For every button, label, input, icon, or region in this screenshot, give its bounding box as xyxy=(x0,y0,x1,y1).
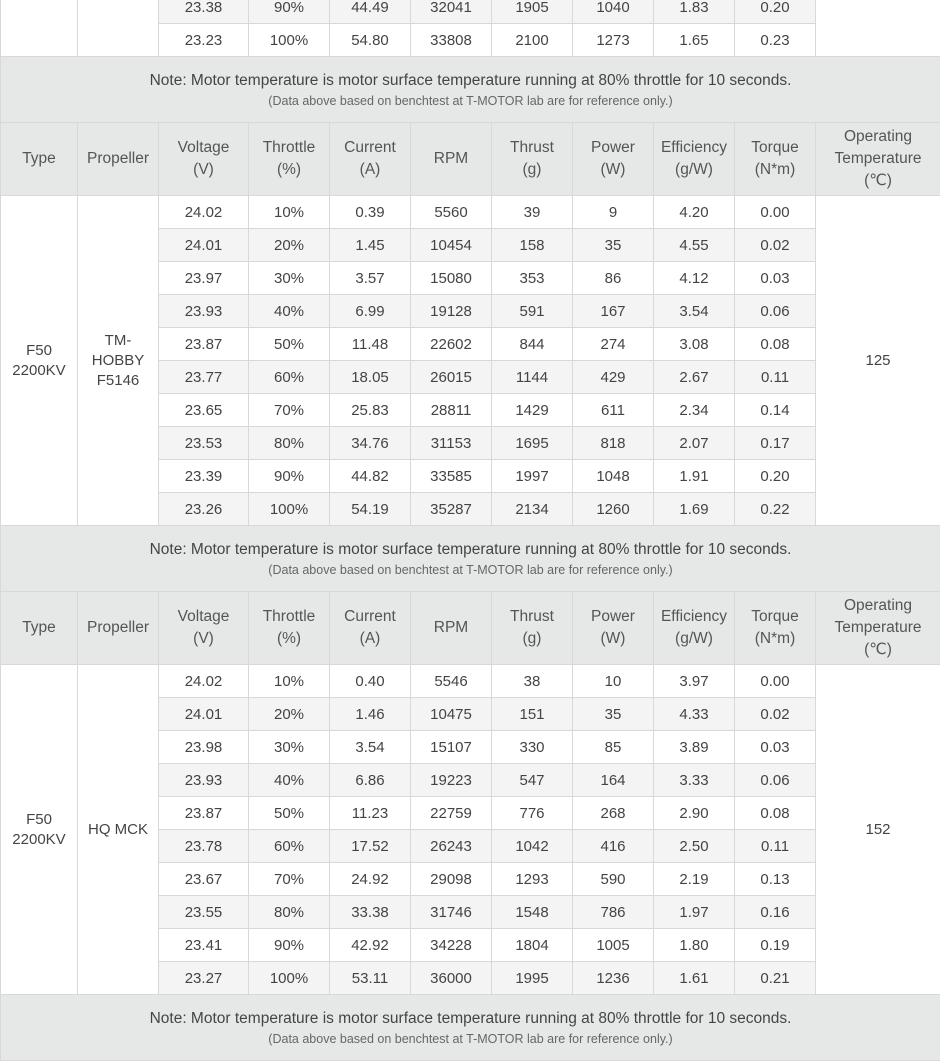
voltage-cell: 23.39 xyxy=(159,460,249,493)
voltage-cell: 23.23 xyxy=(159,24,249,57)
voltage-cell: 23.93 xyxy=(159,764,249,797)
text-line: Throttle xyxy=(249,137,329,159)
type-cell xyxy=(1,665,78,995)
power-cell: 429 xyxy=(573,361,654,394)
rpm-cell: 26243 xyxy=(411,830,492,863)
voltage-cell: 23.97 xyxy=(159,262,249,295)
header-power xyxy=(573,592,654,665)
throttle-cell: 70% xyxy=(249,863,330,896)
propeller-cell xyxy=(78,196,159,526)
text-line: RPM xyxy=(411,617,491,639)
torque-cell: 0.21 xyxy=(735,962,816,995)
efficiency-cell: 4.55 xyxy=(654,229,735,262)
rpm-cell: 33808 xyxy=(411,24,492,57)
text-line: (g) xyxy=(492,628,572,650)
torque-cell: 0.03 xyxy=(735,731,816,764)
current-cell: 6.99 xyxy=(330,295,411,328)
current-cell: 6.86 xyxy=(330,764,411,797)
voltage-cell: 23.98 xyxy=(159,731,249,764)
voltage-cell: 24.02 xyxy=(159,196,249,229)
rpm-cell: 5546 xyxy=(411,665,492,698)
thrust-cell: 1144 xyxy=(492,361,573,394)
thrust-cell: 1042 xyxy=(492,830,573,863)
voltage-cell: 24.01 xyxy=(159,229,249,262)
efficiency-cell: 2.07 xyxy=(654,427,735,460)
header-rpm xyxy=(411,592,492,665)
throttle-cell: 80% xyxy=(249,427,330,460)
current-cell: 11.23 xyxy=(330,797,411,830)
text-line: (%) xyxy=(249,628,329,650)
thrust-cell: 38 xyxy=(492,665,573,698)
header-current xyxy=(330,123,411,196)
header-voltage xyxy=(159,123,249,196)
current-cell: 42.92 xyxy=(330,929,411,962)
current-cell: 54.19 xyxy=(330,493,411,526)
efficiency-cell: 1.65 xyxy=(654,24,735,57)
text-line: (V) xyxy=(159,628,248,650)
text-line: (W) xyxy=(573,159,653,181)
header-type xyxy=(1,592,78,665)
note-sub-text: (Data above based on benchtest at T-MOTOR lab are for reference only.) xyxy=(1,561,940,579)
text-line: Operating xyxy=(816,595,940,617)
text-line: (N*m) xyxy=(735,628,815,650)
throttle-cell: 100% xyxy=(249,493,330,526)
text-line: HQ MCK xyxy=(78,820,158,840)
rpm-cell: 19223 xyxy=(411,764,492,797)
thrust-cell: 158 xyxy=(492,229,573,262)
voltage-cell: 23.87 xyxy=(159,797,249,830)
table-row xyxy=(1,196,940,229)
text-line: Torque xyxy=(735,606,815,628)
thrust-cell: 1293 xyxy=(492,863,573,896)
voltage-cell: 23.67 xyxy=(159,863,249,896)
temperature-cell: 152 xyxy=(816,665,940,995)
header-temp xyxy=(816,123,940,196)
header-thrust xyxy=(492,592,573,665)
power-cell: 85 xyxy=(573,731,654,764)
thrust-cell: 547 xyxy=(492,764,573,797)
torque-cell: 0.02 xyxy=(735,229,816,262)
throttle-cell: 90% xyxy=(249,929,330,962)
current-cell: 0.40 xyxy=(330,665,411,698)
thrust-cell: 330 xyxy=(492,731,573,764)
throttle-cell: 10% xyxy=(249,665,330,698)
power-cell: 1040 xyxy=(573,0,654,24)
power-cell: 10 xyxy=(573,665,654,698)
note-sub-text: (Data above based on benchtest at T-MOTOR lab are for reference only.) xyxy=(1,92,940,110)
power-cell: 818 xyxy=(573,427,654,460)
rpm-cell: 22602 xyxy=(411,328,492,361)
torque-cell: 0.06 xyxy=(735,295,816,328)
text-line: Efficiency xyxy=(654,606,734,628)
power-cell: 786 xyxy=(573,896,654,929)
text-line: F50 xyxy=(1,810,77,830)
power-cell: 167 xyxy=(573,295,654,328)
text-line: (%) xyxy=(249,159,329,181)
throttle-cell: 30% xyxy=(249,731,330,764)
current-cell: 33.38 xyxy=(330,896,411,929)
table-header-row xyxy=(1,123,940,196)
table-row xyxy=(1,0,940,24)
text-line: Thrust xyxy=(492,137,572,159)
efficiency-cell: 1.80 xyxy=(654,929,735,962)
voltage-cell: 23.65 xyxy=(159,394,249,427)
rpm-cell: 33585 xyxy=(411,460,492,493)
text-line: Operating xyxy=(816,126,940,148)
header-torque xyxy=(735,123,816,196)
text-line: 2200KV xyxy=(1,361,77,381)
throttle-cell: 40% xyxy=(249,764,330,797)
efficiency-cell: 4.33 xyxy=(654,698,735,731)
header-power xyxy=(573,123,654,196)
current-cell: 3.54 xyxy=(330,731,411,764)
text-line: Type xyxy=(1,617,77,639)
voltage-cell: 23.55 xyxy=(159,896,249,929)
text-line: Power xyxy=(573,606,653,628)
voltage-cell: 24.02 xyxy=(159,665,249,698)
table-header-row xyxy=(1,592,940,665)
power-cell: 35 xyxy=(573,698,654,731)
thrust-cell: 2134 xyxy=(492,493,573,526)
throttle-cell: 90% xyxy=(249,0,330,24)
text-line: (℃) xyxy=(816,639,940,661)
throttle-cell: 40% xyxy=(249,295,330,328)
rpm-cell: 15107 xyxy=(411,731,492,764)
rpm-cell: 19128 xyxy=(411,295,492,328)
voltage-cell: 23.77 xyxy=(159,361,249,394)
efficiency-cell: 1.83 xyxy=(654,0,735,24)
throttle-cell: 100% xyxy=(249,24,330,57)
rpm-cell: 31746 xyxy=(411,896,492,929)
torque-cell: 0.20 xyxy=(735,460,816,493)
note-main-text: Note: Motor temperature is motor surface temperature running at 80% throttle for 10 seconds. xyxy=(1,1008,940,1030)
thrust-cell: 1997 xyxy=(492,460,573,493)
thrust-cell: 1548 xyxy=(492,896,573,929)
efficiency-cell: 2.34 xyxy=(654,394,735,427)
efficiency-cell: 1.91 xyxy=(654,460,735,493)
rpm-cell: 10454 xyxy=(411,229,492,262)
voltage-cell: 23.27 xyxy=(159,962,249,995)
current-cell: 3.57 xyxy=(330,262,411,295)
throttle-cell: 50% xyxy=(249,328,330,361)
text-line: Power xyxy=(573,137,653,159)
efficiency-cell: 3.89 xyxy=(654,731,735,764)
torque-cell: 0.00 xyxy=(735,196,816,229)
propeller-cell xyxy=(78,665,159,995)
text-line: (N*m) xyxy=(735,159,815,181)
power-cell: 1273 xyxy=(573,24,654,57)
header-propeller xyxy=(78,123,159,196)
thrust-cell: 1429 xyxy=(492,394,573,427)
propeller-cell xyxy=(78,0,159,57)
header-efficiency xyxy=(654,123,735,196)
rpm-cell: 26015 xyxy=(411,361,492,394)
throttle-cell: 30% xyxy=(249,262,330,295)
torque-cell: 0.11 xyxy=(735,830,816,863)
power-cell: 9 xyxy=(573,196,654,229)
thrust-cell: 39 xyxy=(492,196,573,229)
temperature-cell: 125 xyxy=(816,196,940,526)
voltage-cell: 23.87 xyxy=(159,328,249,361)
text-line: F5146 xyxy=(78,371,158,391)
text-line: Current xyxy=(330,606,410,628)
current-cell: 11.48 xyxy=(330,328,411,361)
text-line: Throttle xyxy=(249,606,329,628)
current-cell: 17.52 xyxy=(330,830,411,863)
rpm-cell: 29098 xyxy=(411,863,492,896)
rpm-cell: 22759 xyxy=(411,797,492,830)
efficiency-cell: 2.90 xyxy=(654,797,735,830)
power-cell: 1236 xyxy=(573,962,654,995)
voltage-cell: 23.41 xyxy=(159,929,249,962)
power-cell: 268 xyxy=(573,797,654,830)
current-cell: 18.05 xyxy=(330,361,411,394)
throttle-cell: 50% xyxy=(249,797,330,830)
text-line: (W) xyxy=(573,628,653,650)
text-line: TM- xyxy=(78,331,158,351)
note-row xyxy=(1,995,940,1061)
torque-cell: 0.22 xyxy=(735,493,816,526)
voltage-cell: 23.93 xyxy=(159,295,249,328)
current-cell: 44.82 xyxy=(330,460,411,493)
table-row xyxy=(1,665,940,698)
torque-cell: 0.08 xyxy=(735,328,816,361)
type-cell xyxy=(1,0,78,57)
throttle-cell: 20% xyxy=(249,229,330,262)
header-throttle xyxy=(249,592,330,665)
current-cell: 24.92 xyxy=(330,863,411,896)
throttle-cell: 90% xyxy=(249,460,330,493)
note-sub-text: (Data above based on benchtest at T-MOTOR lab are for reference only.) xyxy=(1,1030,940,1048)
text-line: Current xyxy=(330,137,410,159)
power-cell: 1048 xyxy=(573,460,654,493)
header-throttle xyxy=(249,123,330,196)
text-line: Temperature xyxy=(816,617,940,639)
current-cell: 54.80 xyxy=(330,24,411,57)
rpm-cell: 28811 xyxy=(411,394,492,427)
note-cell xyxy=(1,526,940,592)
power-cell: 164 xyxy=(573,764,654,797)
thrust-cell: 2100 xyxy=(492,24,573,57)
voltage-cell: 24.01 xyxy=(159,698,249,731)
efficiency-cell: 3.54 xyxy=(654,295,735,328)
rpm-cell: 15080 xyxy=(411,262,492,295)
thrust-cell: 776 xyxy=(492,797,573,830)
power-cell: 611 xyxy=(573,394,654,427)
voltage-cell: 23.78 xyxy=(159,830,249,863)
current-cell: 1.45 xyxy=(330,229,411,262)
voltage-cell: 23.38 xyxy=(159,0,249,24)
power-cell: 1005 xyxy=(573,929,654,962)
note-row xyxy=(1,57,940,123)
torque-cell: 0.19 xyxy=(735,929,816,962)
note-main-text: Note: Motor temperature is motor surface temperature running at 80% throttle for 10 seconds. xyxy=(1,70,940,92)
rpm-cell: 34228 xyxy=(411,929,492,962)
throttle-cell: 80% xyxy=(249,896,330,929)
text-line: (A) xyxy=(330,159,410,181)
temperature-cell xyxy=(816,0,940,57)
thrust-cell: 1995 xyxy=(492,962,573,995)
text-line: (V) xyxy=(159,159,248,181)
text-line: Efficiency xyxy=(654,137,734,159)
thrust-cell: 591 xyxy=(492,295,573,328)
efficiency-cell: 3.33 xyxy=(654,764,735,797)
note-cell xyxy=(1,57,940,123)
efficiency-cell: 1.69 xyxy=(654,493,735,526)
header-propeller xyxy=(78,592,159,665)
torque-cell: 0.11 xyxy=(735,361,816,394)
text-line: RPM xyxy=(411,148,491,170)
power-cell: 35 xyxy=(573,229,654,262)
type-cell xyxy=(1,196,78,526)
efficiency-cell: 2.19 xyxy=(654,863,735,896)
rpm-cell: 36000 xyxy=(411,962,492,995)
efficiency-cell: 4.20 xyxy=(654,196,735,229)
thrust-cell: 1905 xyxy=(492,0,573,24)
torque-cell: 0.02 xyxy=(735,698,816,731)
current-cell: 44.49 xyxy=(330,0,411,24)
rpm-cell: 32041 xyxy=(411,0,492,24)
power-cell: 590 xyxy=(573,863,654,896)
header-current xyxy=(330,592,411,665)
text-line: (g/W) xyxy=(654,159,734,181)
text-line: 2200KV xyxy=(1,830,77,850)
efficiency-cell: 3.08 xyxy=(654,328,735,361)
thrust-cell: 151 xyxy=(492,698,573,731)
throttle-cell: 20% xyxy=(249,698,330,731)
current-cell: 25.83 xyxy=(330,394,411,427)
torque-cell: 0.23 xyxy=(735,24,816,57)
text-line: (A) xyxy=(330,628,410,650)
efficiency-cell: 1.61 xyxy=(654,962,735,995)
text-line: Propeller xyxy=(78,148,158,170)
torque-cell: 0.00 xyxy=(735,665,816,698)
current-cell: 34.76 xyxy=(330,427,411,460)
thrust-cell: 353 xyxy=(492,262,573,295)
torque-cell: 0.14 xyxy=(735,394,816,427)
text-line: (g) xyxy=(492,159,572,181)
header-type xyxy=(1,123,78,196)
thrust-cell: 844 xyxy=(492,328,573,361)
rpm-cell: 31153 xyxy=(411,427,492,460)
note-row xyxy=(1,526,940,592)
text-line: (g/W) xyxy=(654,628,734,650)
torque-cell: 0.13 xyxy=(735,863,816,896)
current-cell: 1.46 xyxy=(330,698,411,731)
header-efficiency xyxy=(654,592,735,665)
current-cell: 53.11 xyxy=(330,962,411,995)
thrust-cell: 1804 xyxy=(492,929,573,962)
text-line: Voltage xyxy=(159,137,248,159)
throttle-cell: 60% xyxy=(249,361,330,394)
text-line: Type xyxy=(1,148,77,170)
torque-cell: 0.06 xyxy=(735,764,816,797)
torque-cell: 0.20 xyxy=(735,0,816,24)
efficiency-cell: 3.97 xyxy=(654,665,735,698)
torque-cell: 0.17 xyxy=(735,427,816,460)
text-line: Thrust xyxy=(492,606,572,628)
torque-cell: 0.08 xyxy=(735,797,816,830)
text-line: Voltage xyxy=(159,606,248,628)
efficiency-cell: 2.67 xyxy=(654,361,735,394)
power-cell: 86 xyxy=(573,262,654,295)
header-thrust xyxy=(492,123,573,196)
power-cell: 274 xyxy=(573,328,654,361)
efficiency-cell: 1.97 xyxy=(654,896,735,929)
throttle-cell: 60% xyxy=(249,830,330,863)
text-line: Torque xyxy=(735,137,815,159)
header-temp xyxy=(816,592,940,665)
rpm-cell: 5560 xyxy=(411,196,492,229)
power-cell: 416 xyxy=(573,830,654,863)
text-line: Propeller xyxy=(78,617,158,639)
header-voltage xyxy=(159,592,249,665)
torque-cell: 0.16 xyxy=(735,896,816,929)
throttle-cell: 10% xyxy=(249,196,330,229)
thrust-cell: 1695 xyxy=(492,427,573,460)
text-line: F50 xyxy=(1,341,77,361)
power-cell: 1260 xyxy=(573,493,654,526)
rpm-cell: 35287 xyxy=(411,493,492,526)
rpm-cell: 10475 xyxy=(411,698,492,731)
header-torque xyxy=(735,592,816,665)
text-line: Temperature xyxy=(816,148,940,170)
voltage-cell: 23.53 xyxy=(159,427,249,460)
voltage-cell: 23.26 xyxy=(159,493,249,526)
torque-cell: 0.03 xyxy=(735,262,816,295)
efficiency-cell: 2.50 xyxy=(654,830,735,863)
note-main-text: Note: Motor temperature is motor surface temperature running at 80% throttle for 10 seconds. xyxy=(1,539,940,561)
efficiency-cell: 4.12 xyxy=(654,262,735,295)
current-cell: 0.39 xyxy=(330,196,411,229)
throttle-cell: 70% xyxy=(249,394,330,427)
text-line: HOBBY xyxy=(78,351,158,371)
text-line: (℃) xyxy=(816,170,940,192)
note-cell xyxy=(1,995,940,1061)
header-rpm xyxy=(411,123,492,196)
throttle-cell: 100% xyxy=(249,962,330,995)
